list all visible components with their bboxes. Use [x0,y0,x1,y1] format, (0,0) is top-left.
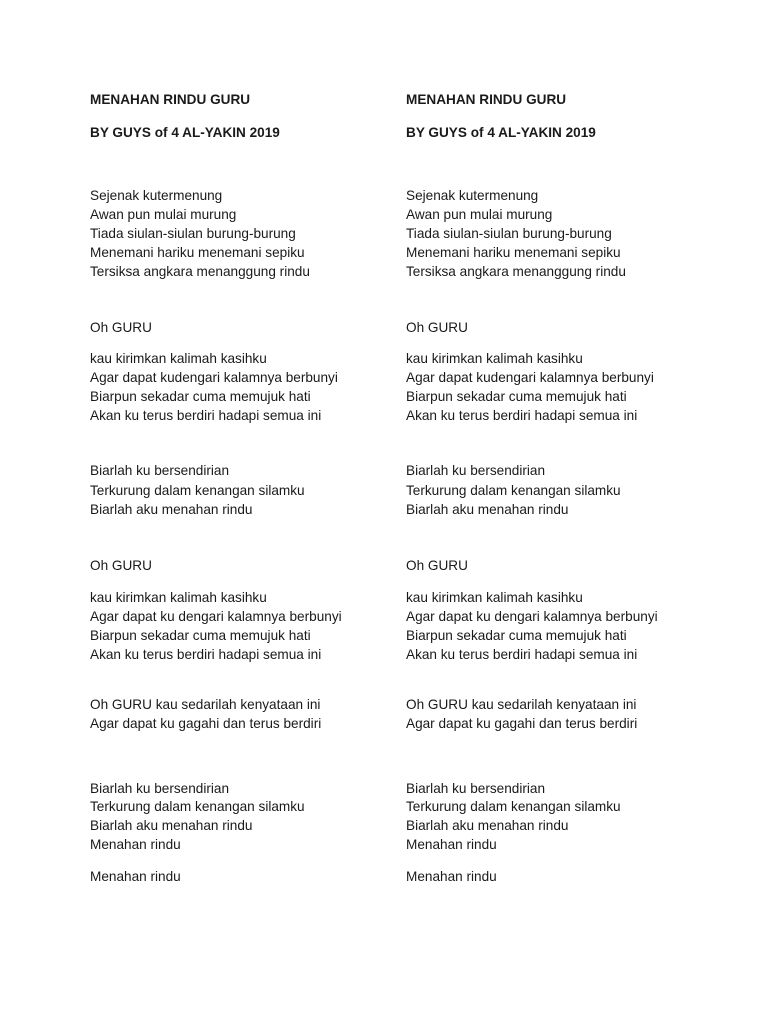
lyric-line: Agar dapat kudengari kalamnya berbunyi [406,370,654,385]
lyric-line: Awan pun mulai murung [406,207,553,222]
lyric-line: Biarpun sekadar cuma memujuk hati [90,389,311,404]
lyric-line: kau kirimkan kalimah kasihku [406,590,583,605]
lyric-line: Agar dapat ku dengari kalamnya berbunyi [406,609,658,624]
lyric-line: Biarlah aku menahan rindu [90,502,253,517]
lyric-line: Menahan rindu [406,869,497,884]
lyric-line: Menahan rindu [406,837,497,852]
lyric-line: kau kirimkan kalimah kasihku [406,351,583,366]
song-byline: BY GUYS of 4 AL-YAKIN 2019 [90,125,280,140]
lyric-line: Biarlah aku menahan rindu [90,818,253,833]
lyric-line: Akan ku terus berdiri hadapi semua ini [90,647,322,662]
lyric-line: Biarpun sekadar cuma memujuk hati [406,389,627,404]
lyric-line: Oh GURU [406,320,468,335]
lyric-line: Biarlah ku bersendirian [406,781,546,796]
lyric-line: Menahan rindu [90,869,181,884]
lyric-line: Biarlah ku bersendirian [90,781,230,796]
lyric-line: Menahan rindu [90,837,181,852]
lyric-line: Agar dapat ku gagahi dan terus berdiri [406,716,638,731]
lyric-line: Biarlah aku menahan rindu [406,502,569,517]
lyric-line: Tiada siulan-siulan burung-burung [90,226,296,241]
lyric-line: Agar dapat ku dengari kalamnya berbunyi [90,609,342,624]
lyric-line: Biarlah aku menahan rindu [406,818,569,833]
lyric-line: Tiada siulan-siulan burung-burung [406,226,612,241]
lyric-line: Akan ku terus berdiri hadapi semua ini [406,408,638,423]
lyric-line: Biarpun sekadar cuma memujuk hati [90,628,311,643]
lyric-line: Oh GURU [90,558,152,573]
lyric-line: Sejenak kutermenung [406,188,539,203]
lyric-line: Agar dapat ku gagahi dan terus berdiri [90,716,322,731]
lyric-line: Agar dapat kudengari kalamnya berbunyi [90,370,338,385]
lyric-line: Oh GURU kau sedarilah kenyataan ini [406,697,637,712]
lyric-line: Oh GURU [90,320,152,335]
lyric-line: Menemani hariku menemani sepiku [90,245,305,260]
lyric-line: Terkurung dalam kenangan silamku [90,483,305,498]
lyric-line: Oh GURU kau sedarilah kenyataan ini [90,697,321,712]
lyric-line: Awan pun mulai murung [90,207,237,222]
song-title: MENAHAN RINDU GURU [406,92,567,107]
lyric-line: Tersiksa angkara menanggung rindu [90,264,310,279]
lyric-line: Menemani hariku menemani sepiku [406,245,621,260]
lyric-line: kau kirimkan kalimah kasihku [90,590,267,605]
lyric-line: Tersiksa angkara menanggung rindu [406,264,626,279]
lyric-line: Oh GURU [406,558,468,573]
song-title: MENAHAN RINDU GURU [90,92,251,107]
lyric-line: Biarpun sekadar cuma memujuk hati [406,628,627,643]
lyric-line: Sejenak kutermenung [90,188,223,203]
song-byline: BY GUYS of 4 AL-YAKIN 2019 [406,125,596,140]
lyric-line: Akan ku terus berdiri hadapi semua ini [406,647,638,662]
lyric-line: Terkurung dalam kenangan silamku [406,483,621,498]
lyric-line: Akan ku terus berdiri hadapi semua ini [90,408,322,423]
lyric-line: Biarlah ku bersendirian [90,463,230,478]
lyric-line: Terkurung dalam kenangan silamku [406,799,621,814]
lyric-line: Biarlah ku bersendirian [406,463,546,478]
lyric-line: Terkurung dalam kenangan silamku [90,799,305,814]
lyric-line: kau kirimkan kalimah kasihku [90,351,267,366]
